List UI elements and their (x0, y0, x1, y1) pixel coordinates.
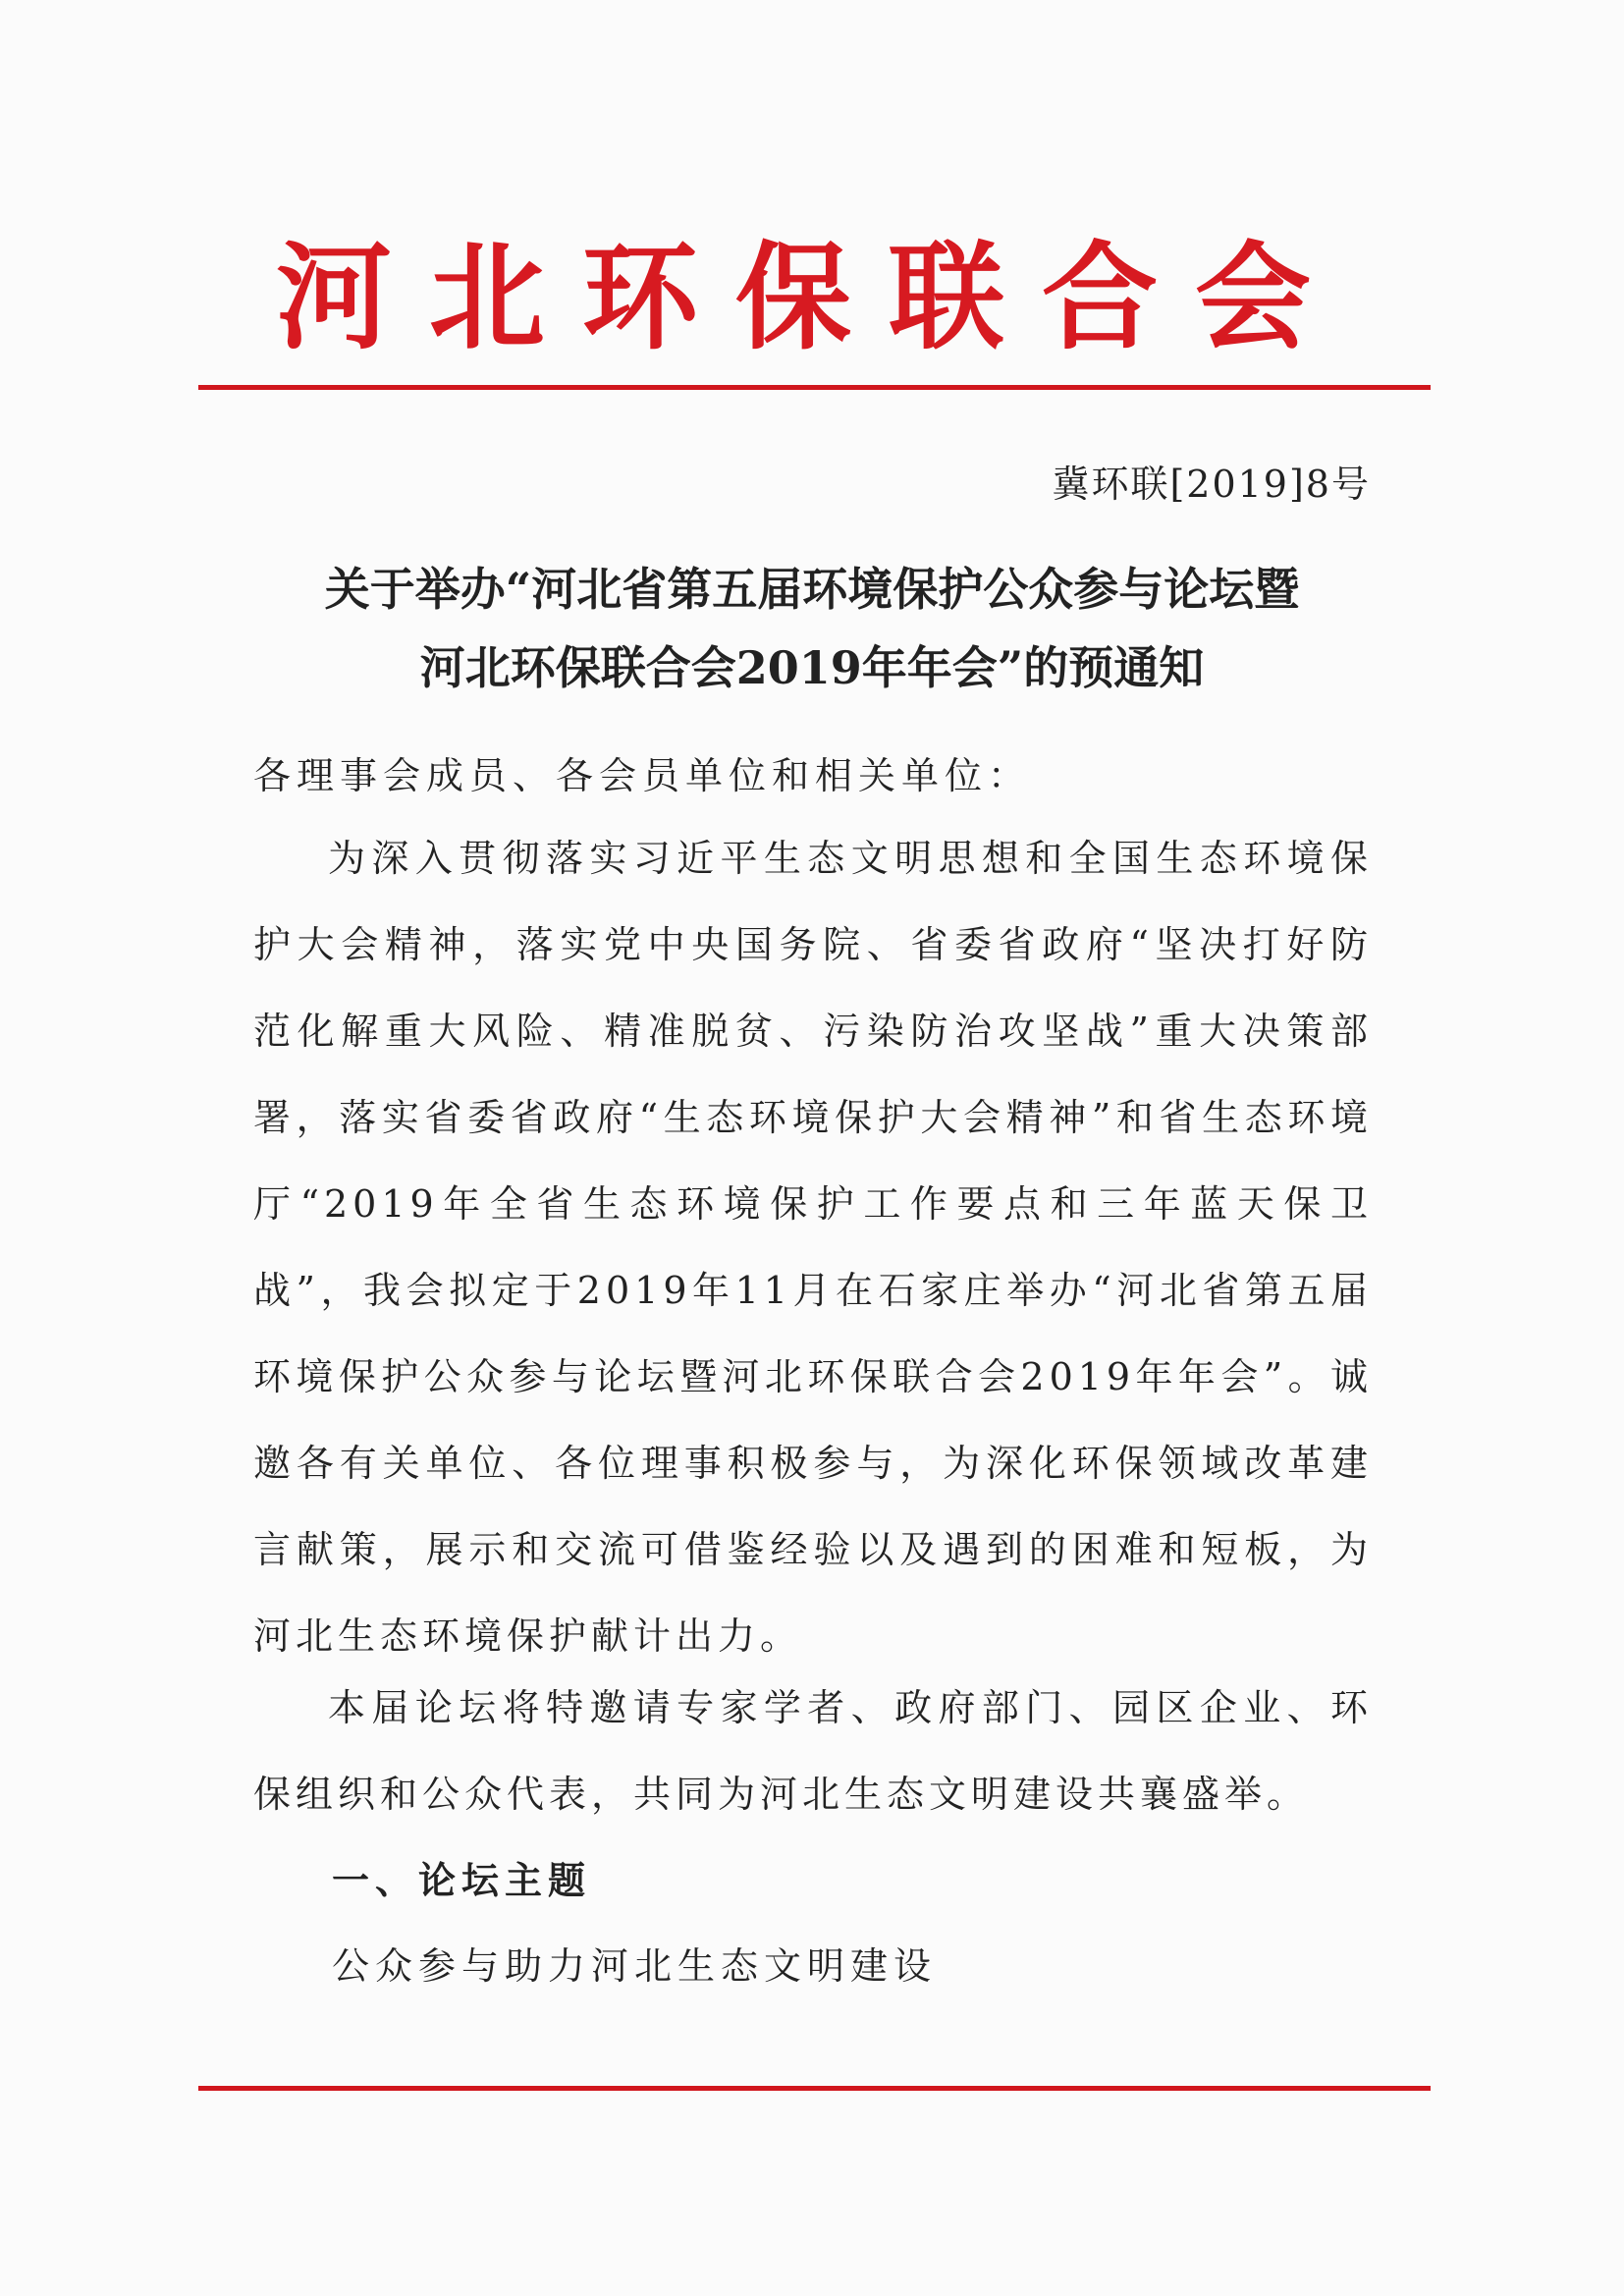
body-paragraph: 为深入贯彻落实习近平生态文明思想和全国生态环境保护大会精神，落实党中央国务院、省委省政府“坚决打好防范化解重大风险、精准脱贫、污染防治攻坚战”重大决策部署，落实省委省政府“生态环境保护大会精神”和省生态环境厅“2019年全省生态环境保护工作要点和三年蓝天保卫战”，我会拟定于2019年11月在石家庄举办“河北省第五届环境保护公众参与论坛暨河北环保联合会2019年年会”。诚邀各有关单位、各位理事积极参与，为深化环保领域改革建言献策，展示和交流可借鉴经验以及遇到的困难和短板，为河北生态环境保护献计出力。 (253, 837, 1373, 1658)
body-paragraph: 本届论坛将特邀请专家学者、政府部门、园区企业、环保组织和公众代表，共同为河北生态文明建设共襄盛举。 (253, 1686, 1373, 1816)
section-heading: 一、论坛主题 (332, 1858, 592, 1902)
document-title-line-2: 河北环保联合会2019年年会”的预通知 (419, 641, 1205, 694)
salutation: 各理事会成员、各会员单位和相关单位： (253, 754, 1032, 797)
organization-header: 河北环保联合会 (275, 229, 1348, 365)
footer-divider (198, 2086, 1431, 2091)
header-divider (198, 385, 1431, 390)
section-body: 公众参与助力河北生态文明建设 (332, 1944, 938, 1988)
document-title-line-1: 关于举办“河北省第五届环境保护公众参与论坛暨 (324, 563, 1300, 616)
document-number: 冀环联[2019]8号 (1052, 463, 1371, 506)
